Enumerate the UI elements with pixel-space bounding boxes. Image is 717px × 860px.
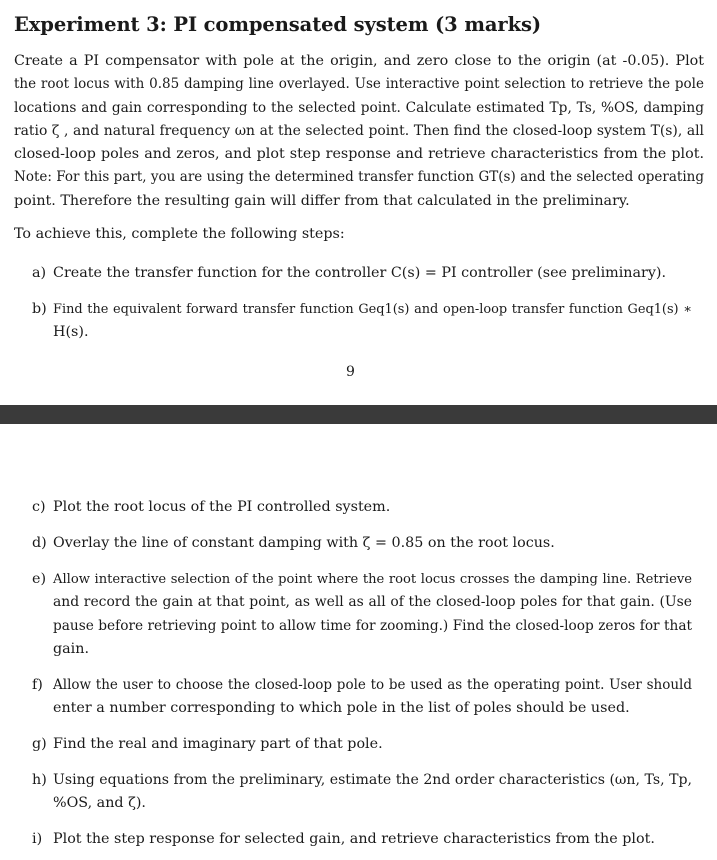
step-i [32,828,692,851]
step-line: Plot the step response for selected gain, and retrieve characteristics from the plot. [53,831,655,847]
step-h [32,769,692,816]
page-divider [0,405,717,424]
step-line: Using equations from the preliminary, estimate the 2nd order characteristics (ωn, Ts, Tp, [53,772,692,788]
description-paragraph [14,50,704,213]
description-line: ratio ζ , and natural frequency ωn at the selected point. Then find the closed-loop system T(s), all [14,122,704,139]
step-line: and record the gain at that point, as well as all of the closed-loop poles for that gain. (Use [53,594,692,611]
document-page-two [0,424,717,860]
step-marker: e) [32,571,47,587]
step-e [32,568,692,661]
step-marker: b) [32,301,47,317]
step-b [32,298,692,345]
step-d [32,532,692,555]
step-line: Allow interactive selection of the point where the root locus crosses the damping line. Retrieve [53,572,692,587]
step-marker: d) [32,535,47,551]
step-line: Find the real and imaginary part of that pole. [53,736,383,752]
description-line: closed-loop poles and zeros, and plot step response and retrieve characteristics from the plot. [14,146,704,163]
step-line: Find the equivalent forward transfer function Geq1(s) and open-loop transfer function Geq1(s) ∗ [53,302,692,317]
step-line: Allow the user to choose the closed-loop pole to be used as the operating point. User should [53,677,692,693]
step-f [32,674,692,721]
steps-intro: To achieve this, complete the following steps: [14,226,345,242]
step-line: Overlay the line of constant damping with ζ = 0.85 on the root locus. [53,535,555,551]
description-line: point. Therefore the resulting gain will differ from that calculated in the preliminary. [14,192,630,209]
step-line: Plot the root locus of the PI controlled system. [53,499,391,515]
step-c [32,496,692,519]
description-line: Note: For this part, you are using the determined transfer function GT(s) and the selected operating [14,169,704,186]
step-g [32,733,692,756]
step-marker: i) [32,831,43,847]
step-marker: c) [32,499,46,515]
step-marker: f) [32,677,43,693]
step-line: Create the transfer function for the controller C(s) = PI controller (see preliminary). [53,265,667,281]
step-line: %OS, and ζ). [53,795,146,812]
description-line: the root locus with 0.85 damping line overlayed. Use interactive point selection to retrieve the pole [14,76,704,93]
step-marker: h) [32,772,47,788]
page-number: 9 [346,364,355,380]
step-marker: g) [32,736,47,752]
step-line: H(s). [53,324,89,341]
step-line: gain. [53,640,90,657]
step-line: enter a number corresponding to which pole in the list of poles should be used. [53,700,630,717]
step-a [32,262,692,285]
description-line: Create a PI compensator with pole at the origin, and zero close to the origin (at -0.05). Plot [14,53,704,69]
step-line: pause before retrieving point to allow time for zooming.) Find the closed-loop zeros for that [53,617,692,634]
document-page-one [0,0,717,405]
section-heading: Experiment 3: PI compensated system (3 marks) [14,13,541,36]
step-marker: a) [32,265,47,281]
description-line: locations and gain corresponding to the selected point. Calculate estimated Tp, Ts, %OS, damping [14,99,704,116]
